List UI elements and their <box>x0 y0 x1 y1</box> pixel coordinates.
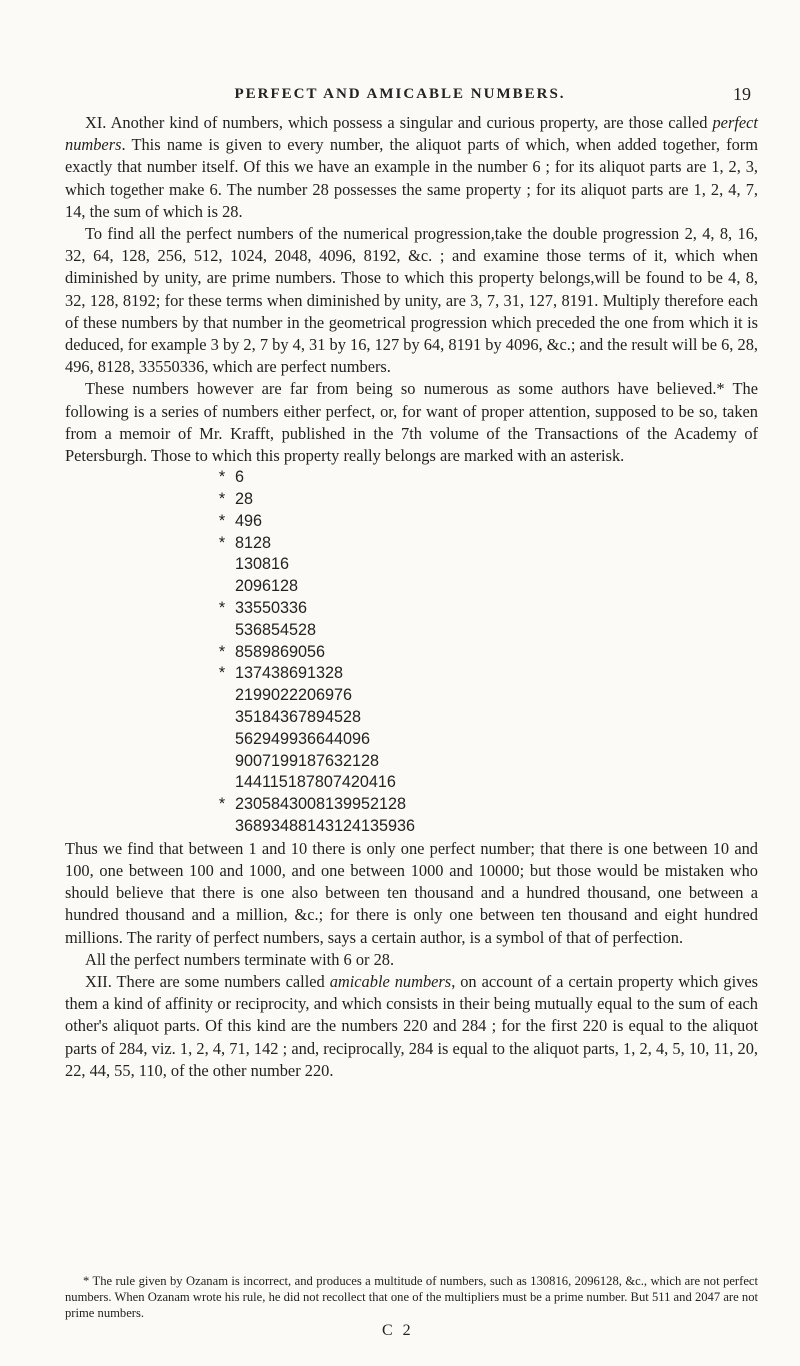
number-list-item <box>215 489 758 511</box>
number-value: 137438691328 <box>235 664 344 683</box>
footnote: * The rule given by Ozanam is incorrect, and produces a multitude of numbers, such as 130816, 2096128, &c., which are not perfect numbers. When Ozanam wrote his rule, he did not recollect that one of the multipliers must be a prime number. But 511 and 2047 are not prime numbers. <box>65 1274 758 1320</box>
number-value: 130816 <box>235 555 290 574</box>
asterisk-marker: * <box>218 490 226 509</box>
section-xii-intro: XII. There are some numbers called <box>85 972 330 992</box>
number-list-item <box>215 816 758 838</box>
term-amicable-numbers: amicable numbers <box>329 972 452 992</box>
number-list-item <box>215 772 758 794</box>
number-list-item <box>215 533 758 555</box>
number-list-item <box>215 685 758 707</box>
asterisk-marker: * <box>218 511 226 530</box>
number-value: 8128 <box>235 533 272 552</box>
section-xi-paragraph <box>65 112 758 223</box>
number-list-item <box>215 598 758 620</box>
number-list-item <box>215 642 758 664</box>
perfect-number-list <box>215 467 758 838</box>
rarity-paragraph: Thus we find that between 1 and 10 there is only one perfect number; that there is one between 10 and 100, one between 100 and 1000, and one between 1000 and 10000; but those would be mistaken who should believe that there is one also between ten thousand and a hundred thousand, one between a hundred thousand and a million, &c.; for there is only one between ten thousand and eight hundred millions. The rarity of perfect numbers, says a certain author, is a symbol of that of perfection. <box>65 838 758 947</box>
number-value: 2096128 <box>235 577 299 596</box>
number-value: 562949936644096 <box>235 729 371 748</box>
asterisk-marker: * <box>218 795 226 814</box>
number-value: 536854528 <box>235 620 317 639</box>
section-xi-definition: . This name is given to every number, the aliquot parts of which, when added together, form exactly that number itself. Of this we have an example in the number 6 ; for its aliquot parts are 1, 2, 3, which together make 6. The number 28 possesses the same property ; for its aliquot parts are 1, 2, 4, 7, 14, the sum of which is 28. <box>65 135 758 221</box>
signature-mark: C 2 <box>382 1322 414 1339</box>
termination-paragraph: All the perfect numbers terminate with 6 or 28. <box>85 949 395 969</box>
number-value: 144115187807420416 <box>235 773 396 792</box>
number-value: 2305843008139952128 <box>235 795 407 814</box>
number-value: 36893488143124135936 <box>235 817 416 835</box>
asterisk-marker: * <box>218 599 226 618</box>
running-title: PERFECT AND AMICABLE NUMBERS. <box>234 86 566 102</box>
section-xii-definition: , on account of a certain property which gives them a kind of affinity or reciprocity, and which consists in their being mutually equal to the sum of each other's aliquot parts. Of this kind are the numbers 220 and 284 ; for the first 220 is equal to the aliquot parts of 284, viz. 1, 2, 4, 71, 142 ; and, reciprocally, 284 is equal to the aliquot parts, 1, 2, 4, 5, 10, 11, 20, 22, 44, 55, 110, of the other number 220. <box>65 972 758 1080</box>
number-value: 28 <box>235 490 254 509</box>
number-value: 33550336 <box>235 599 308 618</box>
page-number: 19 <box>733 84 751 104</box>
term-perfect-numbers: perfect numbers <box>65 113 758 155</box>
number-list-item <box>215 511 758 533</box>
asterisk-marker: * <box>218 642 226 661</box>
number-value: 35184367894528 <box>235 708 362 727</box>
number-list-item <box>215 620 758 642</box>
number-value: 8589869056 <box>235 642 326 661</box>
number-list-item <box>215 707 758 729</box>
number-list-item <box>215 576 758 598</box>
number-list-item <box>215 554 758 576</box>
number-value: 2199022206976 <box>235 686 353 705</box>
number-list-item <box>215 663 758 685</box>
section-xi-intro: XI. Another kind of numbers, which possess a singular and curious property, are those called <box>85 113 713 132</box>
asterisk-marker: * <box>218 468 226 487</box>
krafft-paragraph: These numbers however are far from being so numerous as some authors have believed.* The following is a series of numbers either perfect, or, for want of proper attention, supposed to be so, taken from a memoir of Mr. Krafft, published in the 7th volume of the Transactions of the Academy of Petersburgh. Those to which this property really belongs are marked with an asterisk. <box>65 379 758 466</box>
number-value: 6 <box>235 468 245 487</box>
section-xii-paragraph <box>65 971 758 1082</box>
number-list-item <box>215 751 758 773</box>
body-text <box>65 112 758 1082</box>
number-value: 9007199187632128 <box>235 751 380 770</box>
number-list-item <box>215 794 758 816</box>
asterisk-marker: * <box>218 533 226 552</box>
page-header <box>0 86 800 110</box>
method-paragraph: To find all the perfect numbers of the numerical progression,take the double progression 2, 4, 8, 16, 32, 64, 128, 256, 512, 1024, 2048, 4096, 8192, &c. ; and examine those terms of it, which when diminished by unity, are prime numbers. Those to which this property belongs,will be found to be 4, 8, 32, 128, 8192; for these terms when diminished by unity, are 3, 7, 31, 127, 8191. Multiply therefore each of these numbers by that number in the geometrical progression which preceded the one from which it is deduced, for example 3 by 2, 7 by 4, 31 by 16, 127 by 64, 8191 by 4096, &c.; and the result will be 6, 28, 496, 8128, 33550336, which are perfect numbers. <box>65 224 758 377</box>
asterisk-marker: * <box>218 664 226 683</box>
number-value: 496 <box>235 511 263 530</box>
number-list-item <box>215 467 758 489</box>
number-list-item <box>215 729 758 751</box>
